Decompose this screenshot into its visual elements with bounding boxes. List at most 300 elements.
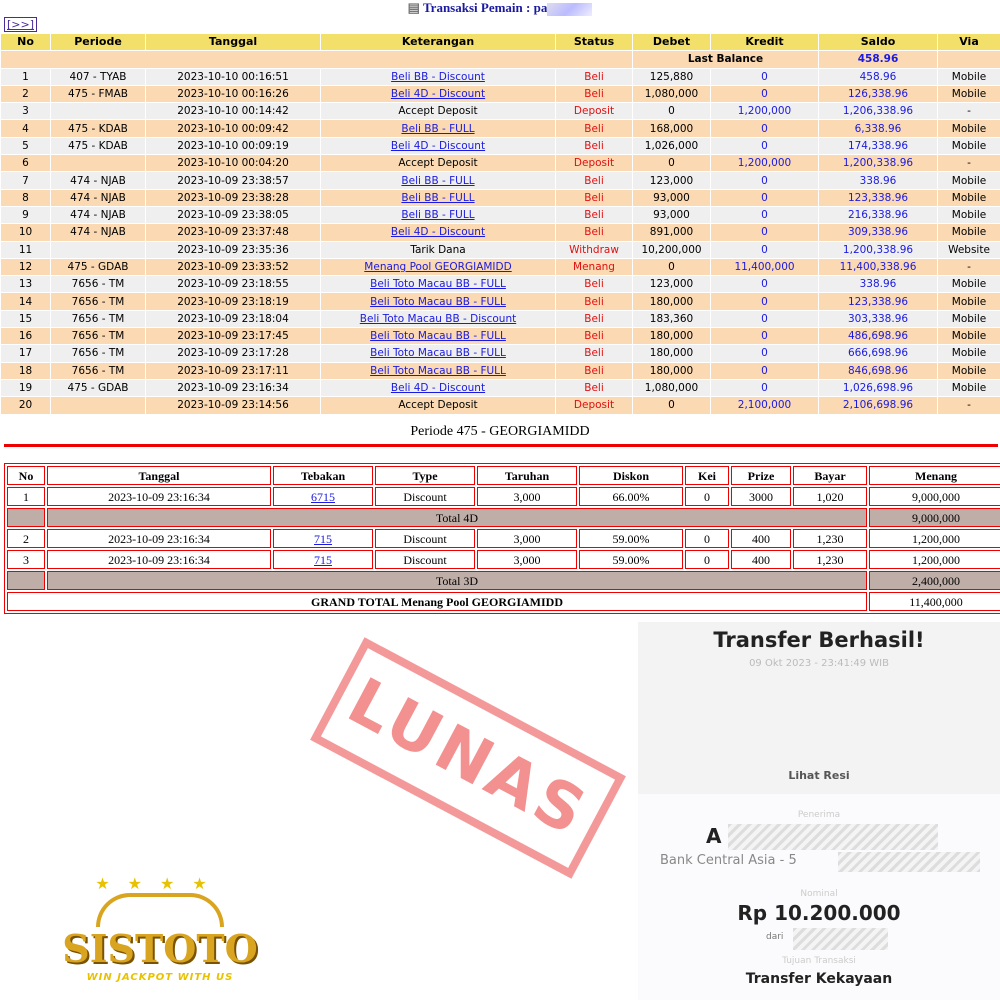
bet-row [7,529,1000,548]
debet-cell: 0 [633,397,711,414]
keterangan-link[interactable]: Beli 4D - Discount [390,226,486,239]
via-cell: Mobile [938,224,1000,241]
tanggal-cell: 2023-10-09 23:17:28 [146,345,321,362]
debet-cell: 1,080,000 [633,379,711,396]
redacted-account [838,852,980,872]
empty-cell [938,51,1000,68]
tanggal-cell: 2023-10-09 23:16:34 [146,379,321,396]
last-balance-row [1,51,1000,68]
column-header: Taruhan [477,466,577,485]
bet-cell: 2023-10-09 23:16:34 [47,487,271,506]
saldo-cell: 1,206,338.96 [819,103,938,120]
status-cell: Beli [556,293,633,310]
nominal-amount: Rp 10.200.000 [737,901,901,925]
tebakan-link[interactable]: 715 [314,531,332,546]
saldo-cell: 338.96 [819,276,938,293]
tebakan-link[interactable]: 6715 [311,489,335,504]
saldo-cell: 1,200,338.96 [819,155,938,172]
via-cell: Mobile [938,172,1000,189]
bet-cell: 1,020 [793,487,867,506]
bet-cell: 400 [731,550,791,569]
tanggal-cell: 2023-10-09 23:38:05 [146,206,321,223]
table-row [1,362,1000,379]
table-row [1,397,1000,414]
debet-cell: 168,000 [633,120,711,137]
table-row [1,310,1000,327]
periode-cell: 7656 - TM [51,310,146,327]
keterangan-link[interactable]: Beli Toto Macau BB - Discount [359,312,517,325]
kredit-cell: 1,200,000 [711,155,819,172]
debet-cell: 180,000 [633,293,711,310]
table-row [1,379,1000,396]
bet-cell: 66.00% [579,487,683,506]
bet-row [7,550,1000,569]
total-row [7,592,1000,611]
table-row [1,345,1000,362]
table-row [1,68,1000,85]
winning-detail-table [4,463,1000,614]
bet-cell [273,487,373,506]
column-header: Prize [731,466,791,485]
via-cell: Mobile [938,68,1000,85]
redacted-sender [793,928,888,950]
keterangan-cell [321,120,556,137]
nominal-label: Nominal [800,889,838,899]
via-cell: Mobile [938,345,1000,362]
via-cell: - [938,258,1000,275]
debet-cell: 10,200,000 [633,241,711,258]
keterangan-link[interactable]: Beli Toto Macau BB - FULL [370,347,506,360]
row-no-cell: 6 [1,155,51,172]
debet-cell: 183,360 [633,310,711,327]
keterangan-cell [321,345,556,362]
saldo-cell: 126,338.96 [819,85,938,102]
saldo-cell: 309,338.96 [819,224,938,241]
via-cell: - [938,397,1000,414]
dari-label: dari [766,932,784,942]
logo-text: SISTOTO [62,926,258,971]
tanggal-cell: 2023-10-09 23:18:04 [146,310,321,327]
periode-cell: 7656 - TM [51,345,146,362]
status-cell: Beli [556,328,633,345]
bet-cell: 59.00% [579,529,683,548]
keterangan-cell [321,328,556,345]
keterangan-link[interactable]: Beli Toto Macau BB - FULL [370,330,506,343]
bet-cell: 1,230 [793,550,867,569]
column-header: Tanggal [47,466,271,485]
row-no-cell: 14 [1,293,51,310]
tanggal-cell: 2023-10-10 00:04:20 [146,155,321,172]
bet-cell: 1,230 [793,529,867,548]
empty-cell [1,51,633,68]
row-no-cell: 5 [1,137,51,154]
keterangan-cell [321,379,556,396]
debet-cell: 93,000 [633,206,711,223]
row-no-cell: 11 [1,241,51,258]
receipt-datetime: 09 Okt 2023 - 23:41:49 WIB [749,658,889,669]
keterangan-cell [321,258,556,275]
debet-cell: 180,000 [633,345,711,362]
row-no-cell: 1 [1,68,51,85]
kredit-cell: 1,200,000 [711,103,819,120]
row-no-cell: 15 [1,310,51,327]
keterangan-link[interactable]: Beli BB - FULL [401,174,475,187]
table-row [1,293,1000,310]
tanggal-cell: 2023-10-09 23:18:55 [146,276,321,293]
column-header: Menang [869,466,1000,485]
bet-cell: 2023-10-09 23:16:34 [47,550,271,569]
via-cell: Mobile [938,362,1000,379]
column-header: Tebakan [273,466,373,485]
tanggal-cell: 2023-10-09 23:35:36 [146,241,321,258]
debet-cell: 1,080,000 [633,85,711,102]
keterangan-cell: Accept Deposit [321,397,556,414]
saldo-cell: 174,338.96 [819,137,938,154]
total-label: GRAND TOTAL Menang Pool GEORGIAMIDD [7,592,867,611]
debet-cell: 180,000 [633,328,711,345]
row-no-cell: 9 [1,206,51,223]
status-cell: Deposit [556,397,633,414]
column-header: Via [938,34,1000,51]
saldo-cell: 123,338.96 [819,189,938,206]
bet-cell: 0 [685,529,729,548]
via-cell: Mobile [938,206,1000,223]
via-cell: Mobile [938,276,1000,293]
bet-cell: Discount [375,487,475,506]
row-no-cell: 20 [1,397,51,414]
kredit-cell: 0 [711,328,819,345]
row-no-cell: 8 [1,189,51,206]
kredit-cell: 0 [711,345,819,362]
bet-cell: Discount [375,550,475,569]
saldo-cell: 1,026,698.96 [819,379,938,396]
debet-cell: 123,000 [633,172,711,189]
keterangan-cell [321,206,556,223]
empty-cell [7,571,45,590]
table-row [1,103,1000,120]
periode-cell: 7656 - TM [51,362,146,379]
status-cell: Deposit [556,155,633,172]
periode-cell: 475 - GDAB [51,258,146,275]
kredit-cell: 0 [711,206,819,223]
via-cell: Mobile [938,328,1000,345]
keterangan-cell [321,224,556,241]
saldo-cell: 338.96 [819,172,938,189]
last-balance-label: Last Balance [633,51,819,68]
table-row [1,120,1000,137]
transactions-table [0,33,1000,415]
total-value: 11,400,000 [869,592,1000,611]
bet-cell: 3,000 [477,487,577,506]
table-row [1,224,1000,241]
bet-row [7,487,1000,506]
tujuan-value: Transfer Kekayaan [745,971,893,987]
bet-cell: 3 [7,550,45,569]
debet-cell: 0 [633,258,711,275]
debet-cell: 93,000 [633,189,711,206]
row-no-cell: 13 [1,276,51,293]
transfer-receipt [638,622,1000,1000]
via-cell: Mobile [938,85,1000,102]
periode-cell: 474 - NJAB [51,224,146,241]
via-cell: Mobile [938,379,1000,396]
tanggal-cell: 2023-10-10 00:09:42 [146,120,321,137]
lihat-resi-button[interactable]: Lihat Resi [788,769,850,782]
bet-cell: 2023-10-09 23:16:34 [47,529,271,548]
row-no-cell: 4 [1,120,51,137]
periode-cell [51,103,146,120]
periode-cell: 475 - KDAB [51,137,146,154]
total-row [7,571,1000,590]
stars-icon: ★★★★ [95,874,225,893]
saldo-cell: 2,106,698.96 [819,397,938,414]
kredit-cell: 0 [711,224,819,241]
via-cell: Website [938,241,1000,258]
total-label: Total 4D [47,508,867,527]
saldo-cell: 123,338.96 [819,293,938,310]
saldo-cell: 486,698.96 [819,328,938,345]
sistoto-logo [20,875,300,1000]
keterangan-link[interactable]: Beli 4D - Discount [390,382,486,395]
kredit-cell: 0 [711,362,819,379]
tanggal-cell: 2023-10-10 00:16:26 [146,85,321,102]
row-no-cell: 17 [1,345,51,362]
tanggal-cell: 2023-10-09 23:17:45 [146,328,321,345]
keterangan-cell [321,68,556,85]
bet-cell: 2 [7,529,45,548]
via-cell: Mobile [938,137,1000,154]
penerima-name: A [706,824,722,848]
kredit-cell: 0 [711,172,819,189]
keterangan-cell [321,189,556,206]
periode-cell: 475 - FMAB [51,85,146,102]
bet-cell: 3000 [731,487,791,506]
periode-cell [51,241,146,258]
keterangan-link[interactable]: Beli BB - FULL [401,209,475,222]
saldo-cell: 216,338.96 [819,206,938,223]
keterangan-cell [321,172,556,189]
periode-cell: 474 - NJAB [51,189,146,206]
status-cell: Beli [556,224,633,241]
periode-cell: 7656 - TM [51,293,146,310]
column-header: Status [556,34,633,51]
bet-cell: 1,200,000 [869,550,1000,569]
crown-icon [96,893,224,927]
periode-cell: 7656 - TM [51,276,146,293]
bet-cell: 59.00% [579,550,683,569]
debet-cell: 180,000 [633,362,711,379]
bet-cell: 1,200,000 [869,529,1000,548]
bet-cell: 3,000 [477,550,577,569]
keterangan-link[interactable]: Beli Toto Macau BB - FULL [370,364,506,377]
kredit-cell: 0 [711,189,819,206]
status-cell: Menang [556,258,633,275]
kredit-cell: 0 [711,276,819,293]
saldo-cell: 11,400,338.96 [819,258,938,275]
status-cell: Beli [556,345,633,362]
bet-cell: 1 [7,487,45,506]
row-no-cell: 12 [1,258,51,275]
tanggal-cell: 2023-10-10 00:14:42 [146,103,321,120]
keterangan-cell: Accept Deposit [321,103,556,120]
kredit-cell: 0 [711,379,819,396]
row-no-cell: 10 [1,224,51,241]
kredit-cell: 0 [711,137,819,154]
page-title: ▤ Transaksi Pemain : pa [0,0,1000,15]
via-cell: Mobile [938,189,1000,206]
debet-cell: 891,000 [633,224,711,241]
column-header: Type [375,466,475,485]
debet-cell: 0 [633,103,711,120]
keterangan-link[interactable]: Beli Toto Macau BB - FULL [370,278,506,291]
keterangan-link[interactable]: Beli 4D - Discount [390,88,486,101]
last-balance-value: 458.96 [819,51,938,68]
bet-cell [273,529,373,548]
kredit-cell: 0 [711,68,819,85]
table-row [1,172,1000,189]
row-no-cell: 7 [1,172,51,189]
keterangan-cell [321,276,556,293]
saldo-cell: 846,698.96 [819,362,938,379]
status-cell: Beli [556,85,633,102]
keterangan-link[interactable]: Beli Toto Macau BB - FULL [370,295,506,308]
via-cell: Mobile [938,293,1000,310]
table-row [1,241,1000,258]
tujuan-label: Tujuan Transaksi [782,956,856,966]
column-header: Saldo [819,34,938,51]
status-cell: Beli [556,137,633,154]
status-cell: Beli [556,68,633,85]
row-no-cell: 16 [1,328,51,345]
saldo-cell: 6,338.96 [819,120,938,137]
via-cell: Mobile [938,310,1000,327]
debet-cell: 125,880 [633,68,711,85]
empty-cell [7,508,45,527]
via-cell: - [938,155,1000,172]
table-row [1,137,1000,154]
tanggal-cell: 2023-10-09 23:14:56 [146,397,321,414]
bet-cell: 400 [731,529,791,548]
saldo-cell: 666,698.96 [819,345,938,362]
status-cell: Beli [556,172,633,189]
tanggal-cell: 2023-10-10 00:16:51 [146,68,321,85]
status-cell: Deposit [556,103,633,120]
keterangan-link[interactable]: Menang Pool GEORGIAMIDD [364,261,512,273]
lunas-stamp: LUNAS [310,637,626,878]
periode-cell: 474 - NJAB [51,172,146,189]
redacted-username [547,3,592,16]
keterangan-link[interactable]: Beli 4D - Discount [390,139,486,152]
table-row [1,276,1000,293]
tebakan-link[interactable]: 715 [314,552,332,567]
row-no-cell: 3 [1,103,51,120]
table-row [1,189,1000,206]
tanggal-cell: 2023-10-10 00:09:19 [146,137,321,154]
kredit-cell: 0 [711,293,819,310]
keterangan-link[interactable]: Beli BB - FULL [401,191,475,204]
status-cell: Withdraw [556,241,633,258]
periode-title: Periode 475 - GEORGIAMIDD [410,424,590,439]
column-header: Debet [633,34,711,51]
table-row [1,258,1000,275]
row-no-cell: 18 [1,362,51,379]
keterangan-cell [321,85,556,102]
bank-name: Bank Central Asia - 5 [660,853,797,868]
bet-cell: Discount [375,529,475,548]
periode-cell: 475 - KDAB [51,120,146,137]
bet-cell: 0 [685,550,729,569]
periode-cell: 7656 - TM [51,328,146,345]
keterangan-cell [321,310,556,327]
tanggal-cell: 2023-10-09 23:33:52 [146,258,321,275]
column-header: No [1,34,51,51]
kredit-cell: 2,100,000 [711,397,819,414]
row-no-cell: 19 [1,379,51,396]
status-cell: Beli [556,362,633,379]
keterangan-cell: Accept Deposit [321,155,556,172]
debet-cell: 1,026,000 [633,137,711,154]
column-header: No [7,466,45,485]
next-page-link[interactable]: [>>] [4,17,37,32]
divider [4,444,998,447]
receipt-title: Transfer Berhasil! [713,628,925,652]
tanggal-cell: 2023-10-09 23:38:57 [146,172,321,189]
status-cell: Beli [556,276,633,293]
keterangan-cell [321,137,556,154]
total-value: 2,400,000 [869,571,1000,590]
keterangan-link[interactable]: Beli BB - Discount [391,70,485,83]
tanggal-cell: 2023-10-09 23:37:48 [146,224,321,241]
table-row [1,155,1000,172]
table-row [1,328,1000,345]
penerima-label: Penerima [797,810,841,820]
total-value: 9,000,000 [869,508,1000,527]
redacted-name [728,824,938,850]
bet-cell: 9,000,000 [869,487,1000,506]
document-icon: ▤ [407,0,420,15]
periode-cell [51,155,146,172]
tanggal-cell: 2023-10-09 23:18:19 [146,293,321,310]
status-cell: Beli [556,120,633,137]
bet-cell: 0 [685,487,729,506]
debet-cell: 0 [633,155,711,172]
column-header: Diskon [579,466,683,485]
kredit-cell: 0 [711,120,819,137]
table-row [1,206,1000,223]
logo-tagline: WIN JACKPOT WITH US [86,972,234,983]
kredit-cell: 0 [711,241,819,258]
via-cell: Mobile [938,120,1000,137]
saldo-cell: 303,338.96 [819,310,938,327]
total-row [7,508,1000,527]
column-header: Kei [685,466,729,485]
column-header: Periode [51,34,146,51]
keterangan-cell [321,362,556,379]
tanggal-cell: 2023-10-09 23:38:28 [146,189,321,206]
table-row [1,85,1000,102]
saldo-cell: 1,200,338.96 [819,241,938,258]
periode-cell: 407 - TYAB [51,68,146,85]
row-no-cell: 2 [1,85,51,102]
column-header: Kredit [711,34,819,51]
total-label: Total 3D [47,571,867,590]
keterangan-link[interactable]: Beli BB - FULL [401,122,475,135]
debet-cell: 123,000 [633,276,711,293]
status-cell: Beli [556,310,633,327]
column-header: Tanggal [146,34,321,51]
status-cell: Beli [556,189,633,206]
bet-cell: 3,000 [477,529,577,548]
